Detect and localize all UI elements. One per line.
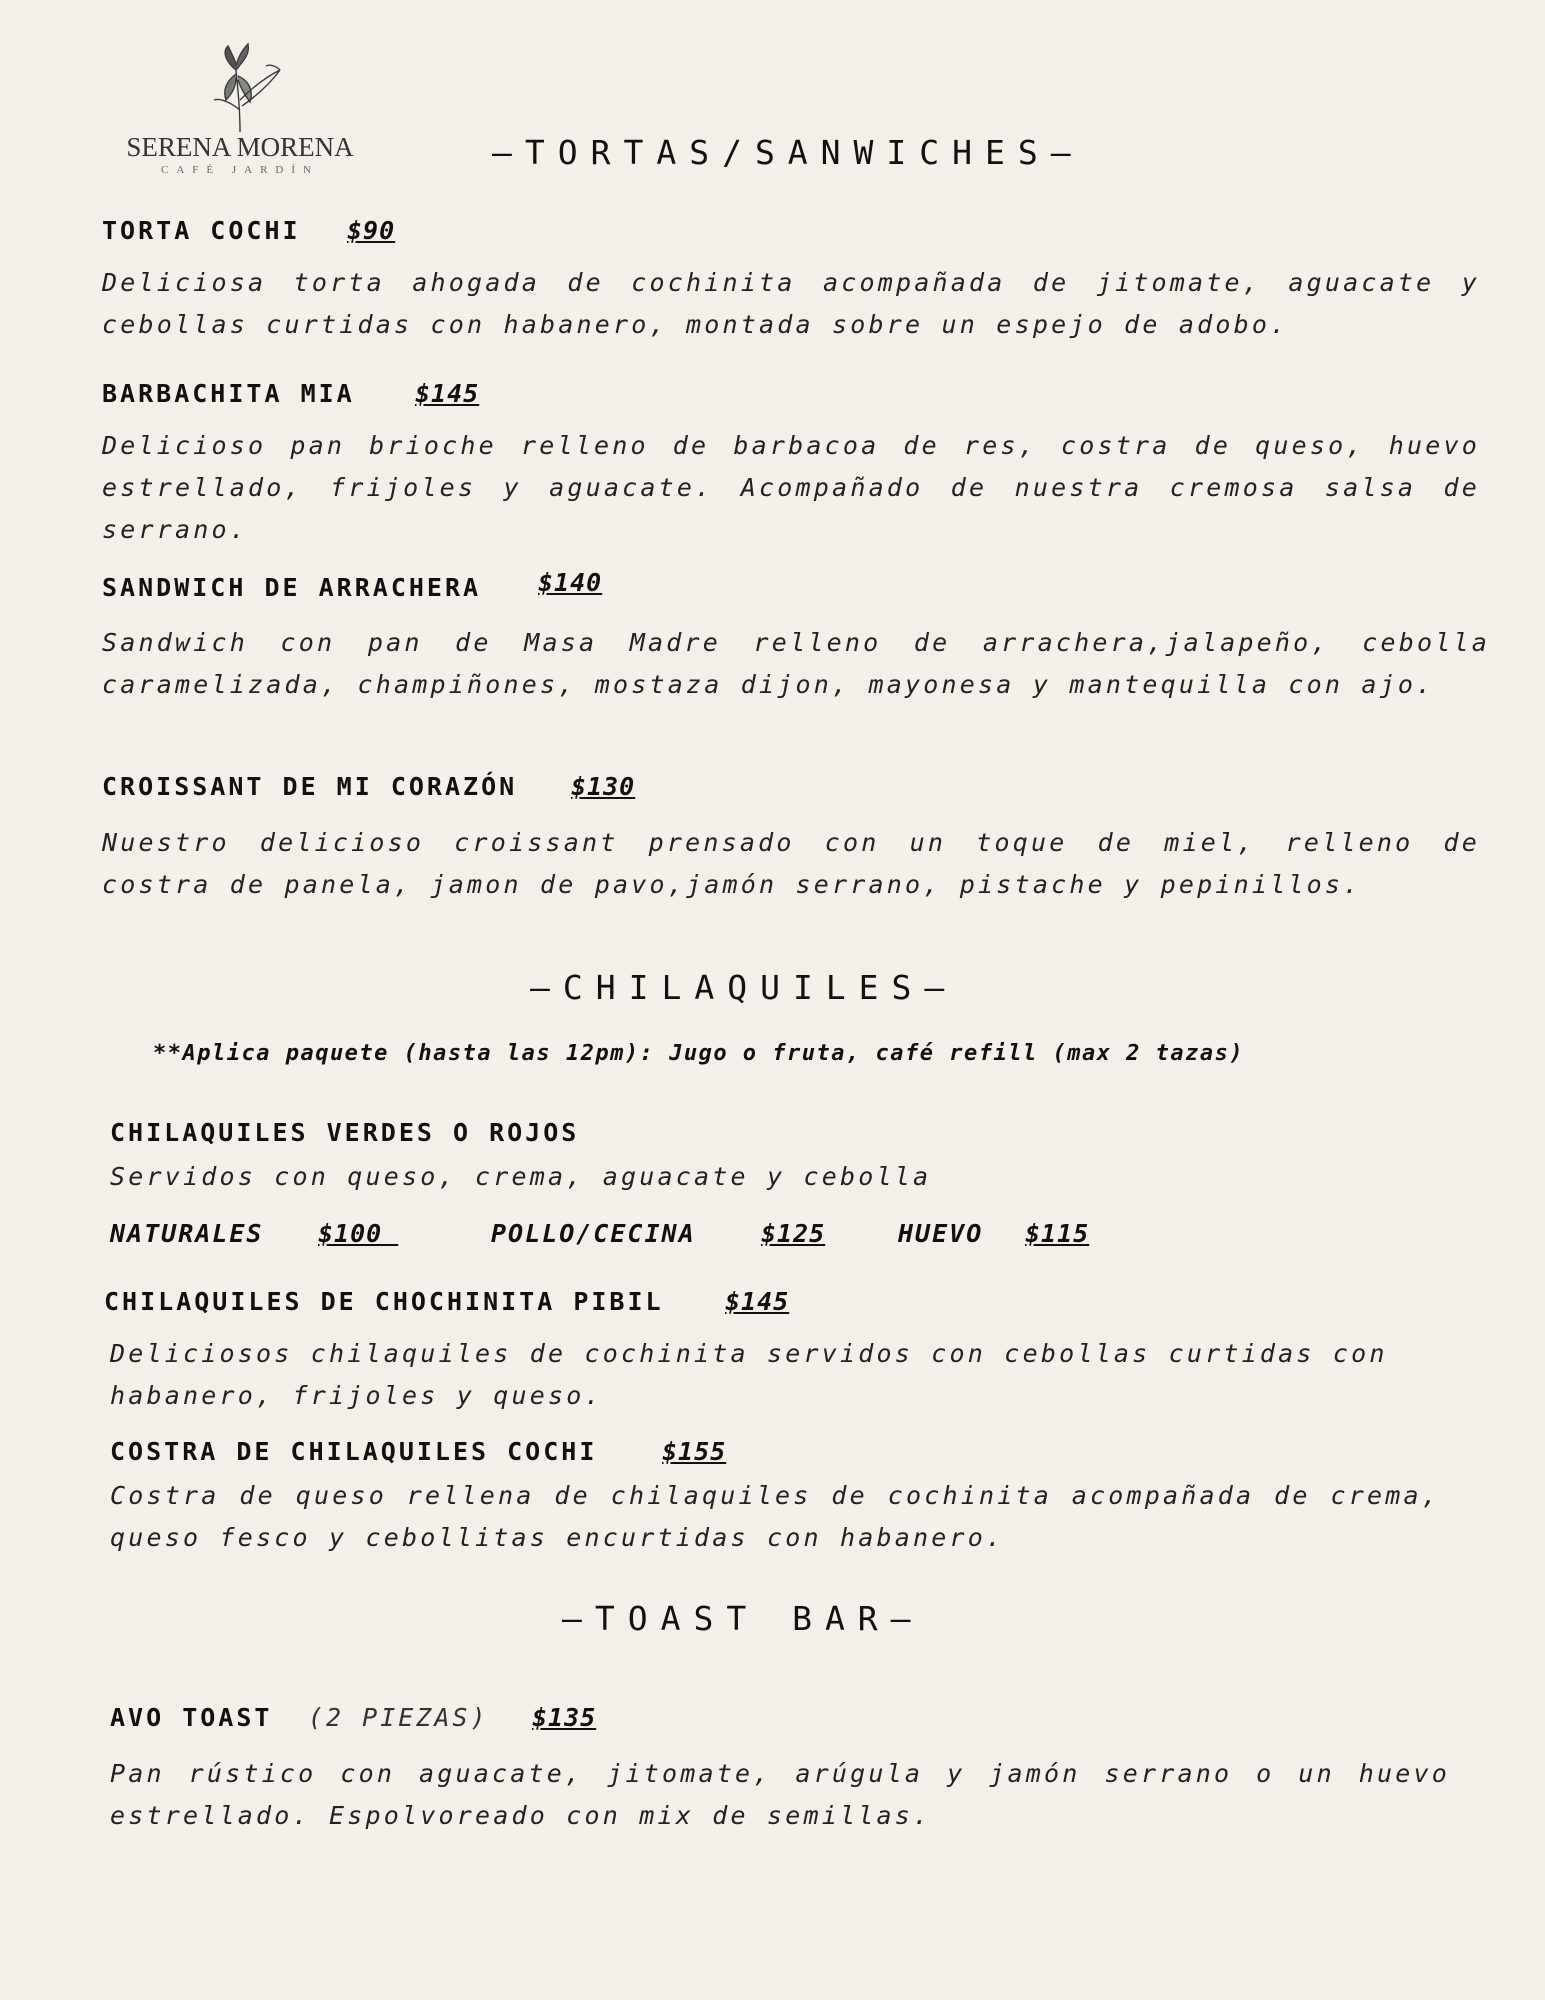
item-desc-sandwich-arrachera: Sandwich con pan de Masa Madre relleno de arrachera,jalapeño, cebolla caramelizada, champiñones, mostaza dijon, mayonesa y mantequilla con ajo. — [102, 628, 1490, 699]
item-name-costra-chilaquiles: COSTRA DE CHILAQUILES COCHI — [110, 1437, 598, 1466]
item-name-torta-cochi: TORTA COCHI — [102, 216, 301, 245]
item-price-chilaquiles-cochinita: $145 — [725, 1287, 790, 1316]
logo-name: SERENA MORENA — [126, 132, 354, 162]
variant-price-pollo-cecina: $125 — [761, 1219, 826, 1248]
item-desc-avo-toast: Pan rústico con aguacate, jitomate, arúgula y jamón serrano o un huevo estrellado. Espolvoreado con mix de semillas. — [110, 1759, 1450, 1830]
item-price-sandwich-arrachera: $140 — [538, 568, 603, 597]
variant-label-naturales: NATURALES — [110, 1219, 264, 1248]
section-title-chilaquiles: —CHILAQUILES— — [530, 968, 958, 1007]
item-name-chilaquiles-cochinita: CHILAQUILES DE CHOCHINITA PIBIL — [104, 1287, 664, 1316]
flower-illustration-icon — [170, 40, 310, 135]
item-price-torta-cochi: $90 — [347, 216, 396, 245]
item-name-chilaquiles-verdes-rojos: CHILAQUILES VERDES O ROJOS — [110, 1118, 580, 1147]
variant-label-huevo: HUEVO — [898, 1219, 984, 1248]
variant-price-naturales: $100 — [318, 1219, 399, 1248]
item-desc-chilaquiles-cochinita: Deliciosos chilaquiles de cochinita servidos con cebollas curtidas con habanero, frijoles y queso. — [110, 1339, 1388, 1410]
section-title-tortas: —TORTAS/SANWICHES— — [492, 133, 1084, 172]
variant-label-pollo-cecina: POLLO/CECINA — [491, 1219, 696, 1248]
item-name-croissant: CROISSANT DE MI CORAZÓN — [102, 772, 518, 801]
item-price-avo-toast: $135 — [532, 1703, 597, 1732]
item-price-costra-chilaquiles: $155 — [662, 1437, 727, 1466]
item-desc-torta-cochi: Deliciosa torta ahogada de cochinita acompañada de jitomate, aguacate y cebollas curtidas con habanero, montada sobre un espejo de adobo. — [102, 268, 1480, 339]
item-name-avo-toast: AVO TOAST — [110, 1703, 273, 1732]
package-note: **Aplica paquete (hasta las 12pm): Jugo o fruta, café refill (max 2 tazas) — [153, 1041, 1245, 1066]
item-price-barbachita-mia: $145 — [415, 379, 480, 408]
logo-subtitle: CAFÉ JARDÍN — [161, 164, 319, 176]
item-name-sandwich-arrachera: SANDWICH DE ARRACHERA — [102, 573, 482, 602]
item-name-barbachita-mia: BARBACHITA MIA — [102, 379, 355, 408]
item-price-croissant: $130 — [571, 772, 636, 801]
item-desc-croissant: Nuestro delicioso croissant prensado con un toque de miel, relleno de costra de panela, jamon de pavo,jamón serrano, pistache y pepinillos. — [102, 828, 1480, 899]
logo — [110, 40, 390, 190]
section-title-toast-bar: —TOAST BAR— — [562, 1599, 924, 1638]
variant-price-huevo: $115 — [1025, 1219, 1090, 1248]
item-desc-barbachita-mia: Delicioso pan brioche relleno de barbacoa de res, costra de queso, huevo estrellado, frijoles y aguacate. Acompañado de nuestra cremosa salsa de serrano. — [102, 431, 1480, 544]
item-desc-chilaquiles-verdes-rojos: Servidos con queso, crema, aguacate y cebolla — [110, 1162, 932, 1191]
item-desc-costra-chilaquiles: Costra de queso rellena de chilaquiles de cochinita acompañada de crema, queso fesco y cebollitas encurtidas con habanero. — [110, 1481, 1440, 1552]
item-suffix-avo-toast: (2 PIEZAS) — [308, 1703, 489, 1732]
